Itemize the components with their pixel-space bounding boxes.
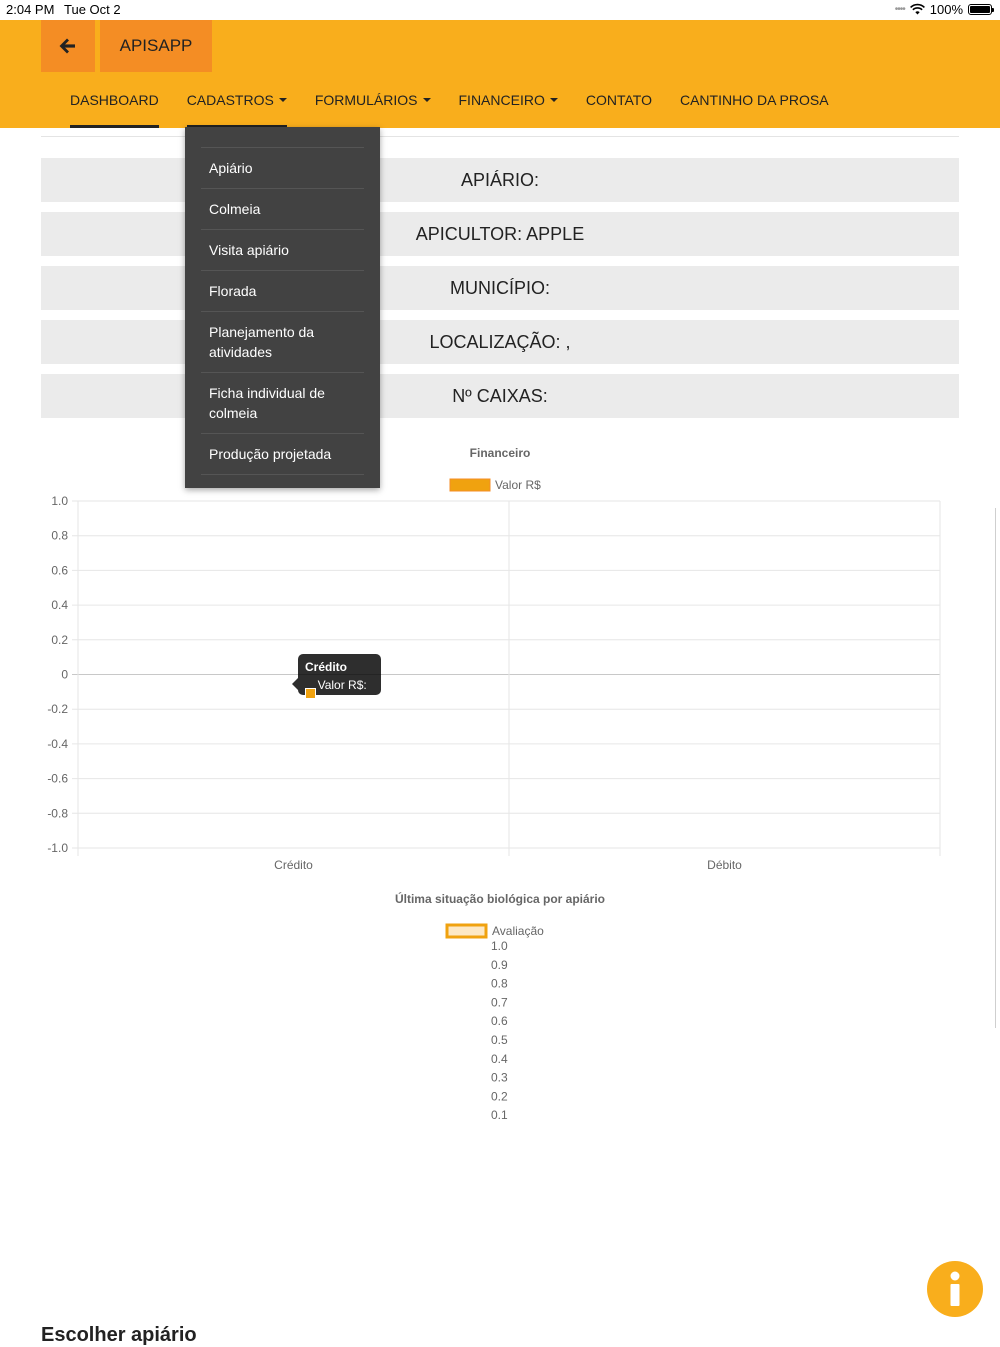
chart-tooltip bbox=[298, 654, 381, 708]
y-tick-label: 0.8 bbox=[491, 976, 508, 991]
choose-apiary-heading: Escolher apiário bbox=[41, 1324, 197, 1346]
nav-financeiro-label: FINANCEIRO bbox=[458, 92, 545, 108]
nav-dashboard-label: DASHBOARD bbox=[70, 92, 159, 108]
y-tick-label: 0.3 bbox=[491, 1070, 508, 1085]
apiary-info bbox=[41, 136, 959, 428]
tooltip-body bbox=[305, 677, 374, 709]
nav-formularios[interactable] bbox=[301, 92, 445, 128]
situacao-chart-svg bbox=[0, 885, 1000, 1135]
wifi-icon bbox=[910, 4, 925, 15]
menu-item-florada[interactable]: Florada bbox=[201, 270, 364, 311]
y-tick-label: 1.0 bbox=[51, 494, 68, 508]
nav-contato[interactable] bbox=[572, 92, 666, 128]
y-axis-ticks bbox=[491, 939, 508, 1122]
app-title-button[interactable]: APISAPP bbox=[100, 20, 212, 72]
nav-cadastros-label: CADASTROS bbox=[186, 92, 274, 108]
y-tick-label: 0.8 bbox=[51, 528, 68, 543]
status-bar bbox=[0, 0, 1000, 20]
battery-percent: 100% bbox=[929, 2, 963, 17]
y-tick-label: -0.2 bbox=[47, 702, 68, 717]
status-date: Tue Oct 2 bbox=[64, 2, 121, 17]
nav-cadastros[interactable] bbox=[173, 92, 301, 128]
x-axis-ticks bbox=[274, 858, 742, 872]
scrollbar[interactable] bbox=[995, 508, 996, 1028]
info-localizacao: LOCALIZAÇÃO: , bbox=[41, 320, 959, 364]
y-tick-label: 0.6 bbox=[51, 563, 68, 578]
nav-cantinho-label: CANTINHO DA PROSA bbox=[679, 92, 829, 108]
y-tick-label: 0.2 bbox=[51, 632, 68, 647]
menu-item-visita-apiario[interactable]: Visita apiário bbox=[201, 229, 364, 270]
battery-icon bbox=[968, 4, 992, 15]
info-icon bbox=[948, 1271, 962, 1307]
y-axis-ticks bbox=[47, 494, 68, 855]
info-caixas: Nº CAIXAS: bbox=[41, 374, 959, 418]
nav-dashboard[interactable] bbox=[56, 92, 173, 128]
y-tick-label: 0.4 bbox=[51, 598, 68, 613]
tooltip-label: Valor R$: 0 bbox=[317, 678, 367, 708]
legend-swatch[interactable] bbox=[450, 479, 490, 491]
y-tick-label: 0 bbox=[61, 667, 68, 682]
status-right bbox=[895, 2, 992, 17]
signal-icon: •••• bbox=[894, 4, 905, 15]
y-tick-label: -0.8 bbox=[47, 806, 68, 821]
y-tick-label: 0.1 bbox=[491, 1108, 508, 1123]
financeiro-chart-svg bbox=[0, 440, 1000, 880]
menu-item-producao-projetada[interactable]: Produção projetada bbox=[201, 433, 364, 475]
caret-down-icon bbox=[423, 98, 431, 102]
menu-item-ficha-individual[interactable]: Ficha individual de colmeia bbox=[201, 372, 364, 433]
y-tick-label: 0.9 bbox=[491, 957, 508, 972]
nav-contato-label: CONTATO bbox=[585, 92, 652, 108]
nav-financeiro[interactable] bbox=[445, 92, 572, 128]
y-tick-label: 0.6 bbox=[491, 1014, 508, 1029]
nav-formularios-label: FORMULÁRIOS bbox=[314, 92, 418, 108]
chart-title: Financeiro bbox=[469, 446, 531, 460]
divider bbox=[41, 136, 959, 137]
tooltip-swatch bbox=[305, 688, 316, 699]
cadastros-dropdown bbox=[185, 127, 380, 488]
chart-grid bbox=[72, 501, 940, 856]
caret-down-icon bbox=[279, 98, 287, 102]
financeiro-chart bbox=[0, 440, 1000, 880]
back-button[interactable] bbox=[41, 20, 95, 72]
caret-down-icon bbox=[550, 98, 558, 102]
status-time: 2:04 PM bbox=[6, 2, 55, 17]
y-tick-label: -0.4 bbox=[47, 736, 68, 751]
situacao-biologica-chart bbox=[0, 885, 1000, 1135]
y-tick-label: 0.4 bbox=[491, 1051, 508, 1066]
menu-item-planejamento[interactable]: Planejamento da atividades bbox=[201, 311, 364, 372]
menu-item-colmeia[interactable]: Colmeia bbox=[201, 188, 364, 229]
y-tick-label: 0.5 bbox=[491, 1033, 508, 1047]
legend-swatch[interactable] bbox=[447, 925, 486, 937]
legend-label[interactable]: Avaliação bbox=[492, 924, 544, 938]
x-tick-label: Débito bbox=[707, 858, 742, 872]
nav-cantinho-da-prosa[interactable] bbox=[666, 92, 843, 128]
tooltip-title: Crédito bbox=[305, 660, 347, 674]
main-nav bbox=[56, 92, 843, 128]
info-apicultor: APICULTOR: APPLE bbox=[41, 212, 959, 256]
info-apiario: APIÁRIO: bbox=[41, 158, 959, 202]
y-tick-label: -0.6 bbox=[47, 771, 68, 786]
info-municipio: MUNICÍPIO: bbox=[41, 266, 959, 310]
x-tick-label: Crédito bbox=[274, 858, 313, 872]
legend-label[interactable]: Valor R$ bbox=[495, 478, 541, 492]
arrow-left-icon bbox=[60, 38, 76, 54]
y-tick-label: 0.2 bbox=[491, 1089, 508, 1104]
menu-item-apiario[interactable]: Apiário bbox=[201, 147, 364, 188]
info-button[interactable] bbox=[927, 1261, 983, 1317]
y-tick-label: 0.7 bbox=[491, 995, 508, 1010]
app-header bbox=[0, 20, 1000, 128]
y-tick-label: 1.0 bbox=[491, 939, 508, 953]
y-tick-label: -1.0 bbox=[47, 841, 68, 855]
chart-title: Última situação biológica por apiário bbox=[394, 892, 606, 906]
